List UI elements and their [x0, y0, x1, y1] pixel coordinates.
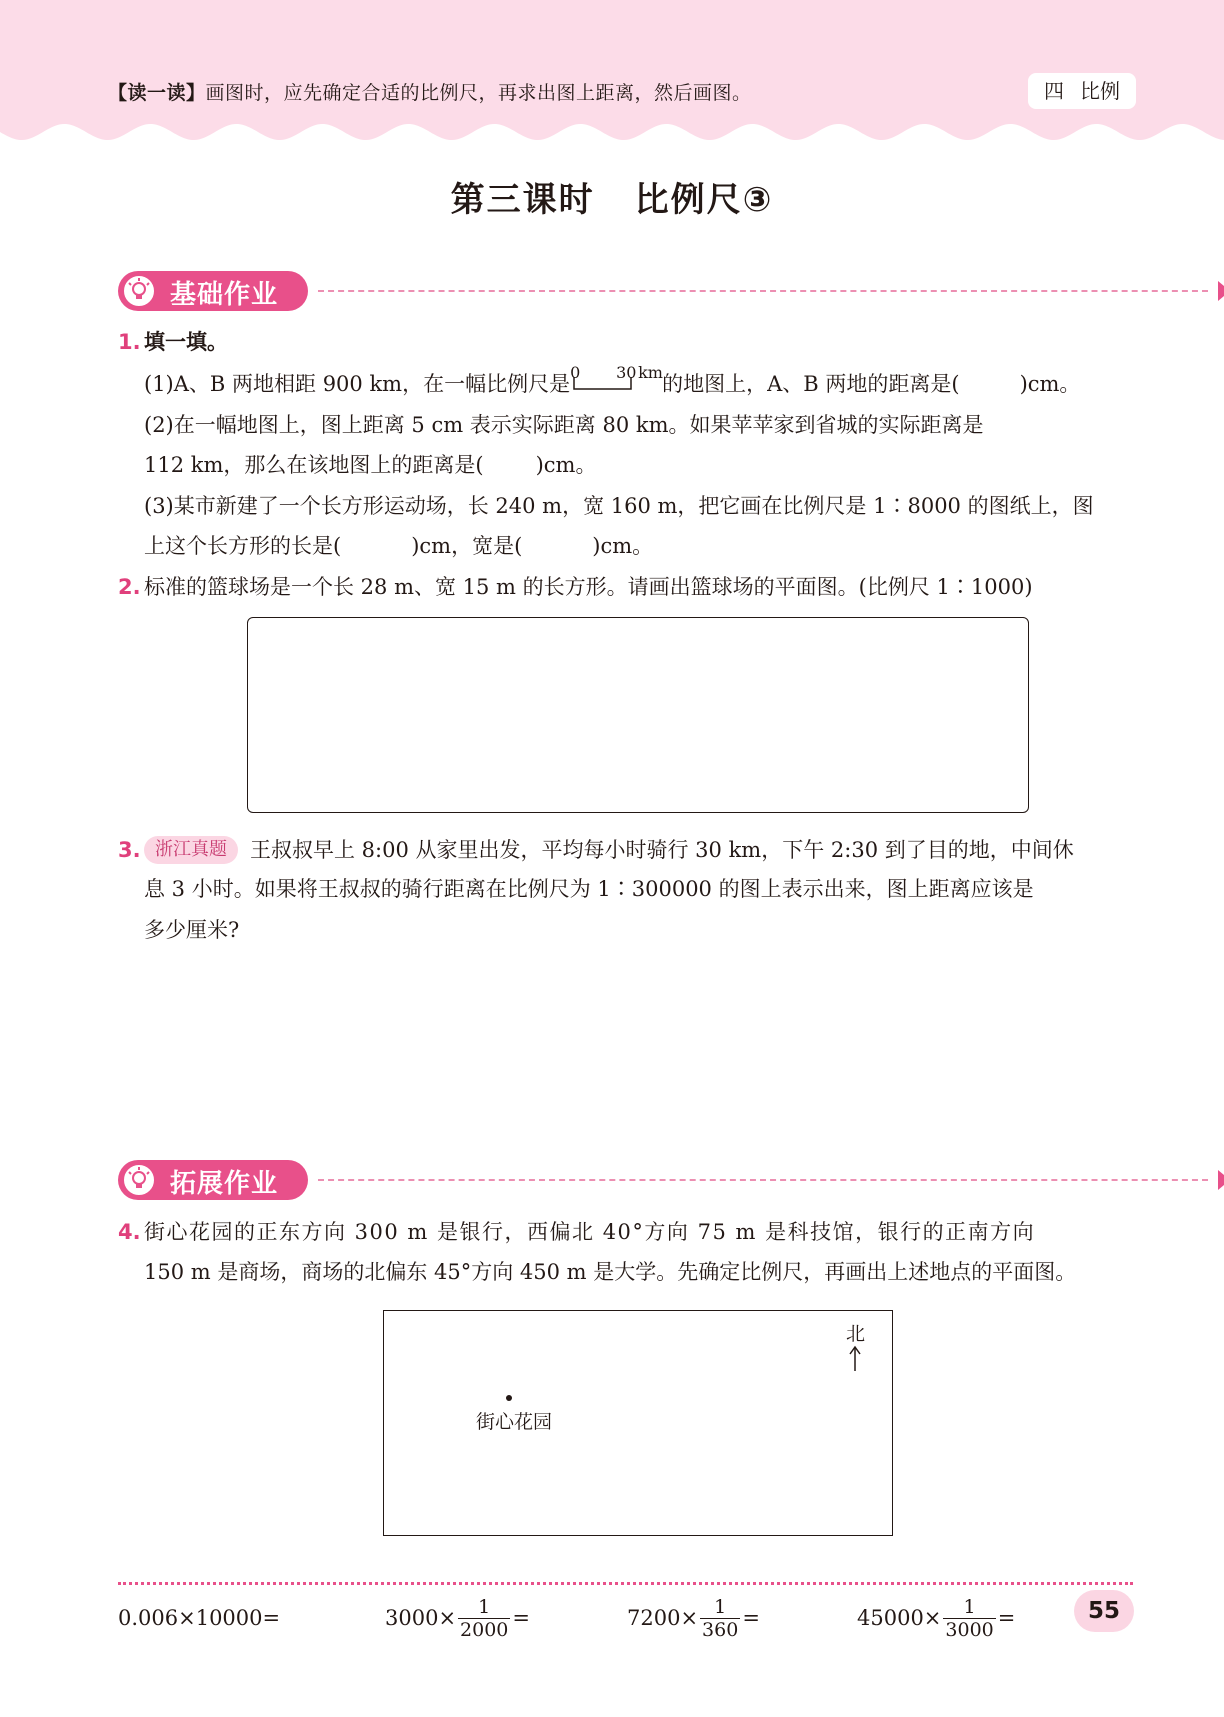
question-3-number: 3. — [118, 838, 141, 862]
exam-source-tag: 浙江真题 — [144, 836, 238, 864]
section-divider — [318, 290, 1208, 292]
lesson-label: 第三课时 — [450, 180, 595, 220]
q1-part1-after: 的地图上，A、B 两地的距离是( — [662, 372, 960, 396]
fraction-denominator: 360 — [702, 1618, 739, 1641]
q1-part2-before: 112 km，那么在该地图上的距离是( — [144, 453, 484, 477]
mental-math-4 — [857, 1588, 1015, 1648]
question-4-line-1: 街心花园的正东方向 300 m 是银行，西偏北 40°方向 75 m 是科技馆，银行的正南方向 — [144, 1220, 1036, 1244]
fraction — [943, 1596, 995, 1641]
unit-name: 比例 — [1080, 79, 1120, 103]
q1-part3-end: )cm。 — [592, 534, 654, 558]
q1-part1-end: )cm。 — [1019, 372, 1081, 396]
calc-prefix: 3000× — [385, 1606, 457, 1630]
section-basic-label: 基础作业 — [170, 280, 279, 310]
reading-tip-label: 【读一读】 — [108, 82, 206, 104]
q3-line1-text: 王叔叔早上 8:00 从家里出发，平均每小时骑行 30 km，下午 2:30 到了目的地，中间休 — [250, 838, 1074, 862]
scale-value: 30 — [616, 363, 637, 382]
garden-point — [506, 1395, 512, 1401]
q1-part1-text: (1)A、B 两地相距 900 km，在一幅比例尺是 — [144, 372, 571, 396]
calc-prefix: 45000× — [857, 1606, 942, 1630]
question-3-line-2: 息 3 小时。如果将王叔叔的骑行距离在比例尺为 1∶300000 的图上表示出来，图上距离应该是 — [144, 877, 1034, 901]
section-extended-label: 拓展作业 — [170, 1169, 279, 1199]
footer-divider — [118, 1582, 1133, 1585]
calc-prefix: 7200× — [627, 1606, 699, 1630]
fraction-denominator: 2000 — [460, 1618, 509, 1641]
double-arrow-icon — [1218, 279, 1224, 303]
question-1-part-1 — [144, 364, 1080, 404]
question-1-part-3-line-2 — [144, 526, 653, 566]
double-arrow-icon — [1218, 1168, 1224, 1192]
calc-suffix: = — [512, 1606, 531, 1630]
section-pill — [118, 271, 308, 311]
north-arrow-icon — [848, 1345, 862, 1371]
scale-bar — [570, 363, 663, 395]
question-1-part-2-line-2 — [144, 445, 596, 485]
chapter-tag — [1028, 73, 1136, 109]
question-4-line-2: 150 m 是商场，商场的北偏东 45°方向 450 m 是大学。先确定比例尺，再画出上述地点的平面图。 — [144, 1260, 1077, 1284]
lesson-topic: 比例尺③ — [634, 180, 774, 220]
page-number: 55 — [1074, 1590, 1134, 1632]
fraction-denominator: 3000 — [945, 1618, 994, 1641]
fraction-numerator: 1 — [714, 1595, 727, 1618]
lightbulb-icon — [122, 1163, 156, 1197]
mental-math-2 — [385, 1588, 530, 1648]
drawing-area-basketball[interactable] — [247, 617, 1029, 813]
mental-math-1: 0.006×10000= — [118, 1606, 281, 1630]
section-pill — [118, 1160, 308, 1200]
q1-part2-end: )cm。 — [535, 453, 597, 477]
unit-number: 四 — [1044, 79, 1064, 103]
question-2-text: 标准的篮球场是一个长 28 m、宽 15 m 的长方形。请画出篮球场的平面图。(比例尺 1∶1000) — [144, 575, 1033, 599]
question-2-number: 2. — [118, 575, 141, 599]
fraction — [458, 1596, 510, 1641]
scale-line — [573, 377, 633, 391]
section-divider — [318, 1179, 1208, 1181]
scale-unit: km — [638, 363, 663, 382]
drawing-area-plan[interactable] — [383, 1310, 893, 1536]
calc-suffix: = — [742, 1606, 760, 1630]
north-label: 北 — [846, 1323, 866, 1345]
question-1-number: 1. — [118, 330, 141, 354]
question-1-part-2-line-1: (2)在一幅地图上，图上距离 5 cm 表示实际距离 80 km。如果苹苹家到省城的实际距离是 — [144, 413, 984, 437]
fraction-numerator: 1 — [963, 1595, 976, 1618]
scale-zero: 0 — [570, 363, 581, 382]
reading-tip-text: 画图时，应先确定合适的比例尺，再求出图上距离，然后画图。 — [205, 82, 752, 104]
garden-label: 街心花园 — [476, 1411, 553, 1433]
reading-tip — [108, 78, 752, 105]
q1-part3-mid: )cm，宽是( — [411, 534, 523, 558]
lightbulb-icon — [122, 274, 156, 308]
fraction — [700, 1596, 740, 1641]
q1-part3-before: 上这个长方形的长是( — [144, 534, 342, 558]
question-3-line-1 — [144, 830, 1074, 870]
page-title — [0, 172, 1224, 221]
fraction-numerator: 1 — [478, 1595, 491, 1618]
calc-suffix: = — [997, 1606, 1016, 1630]
question-1-part-3-line-1: (3)某市新建了一个长方形运动场，长 240 m，宽 160 m，把它画在比例尺是 1∶8000 的图纸上，图 — [144, 494, 1094, 518]
question-4-number: 4. — [118, 1220, 141, 1244]
question-3-line-3: 多少厘米? — [144, 918, 240, 942]
question-1-title: 填一填。 — [144, 330, 228, 354]
mental-math-3 — [627, 1588, 760, 1648]
